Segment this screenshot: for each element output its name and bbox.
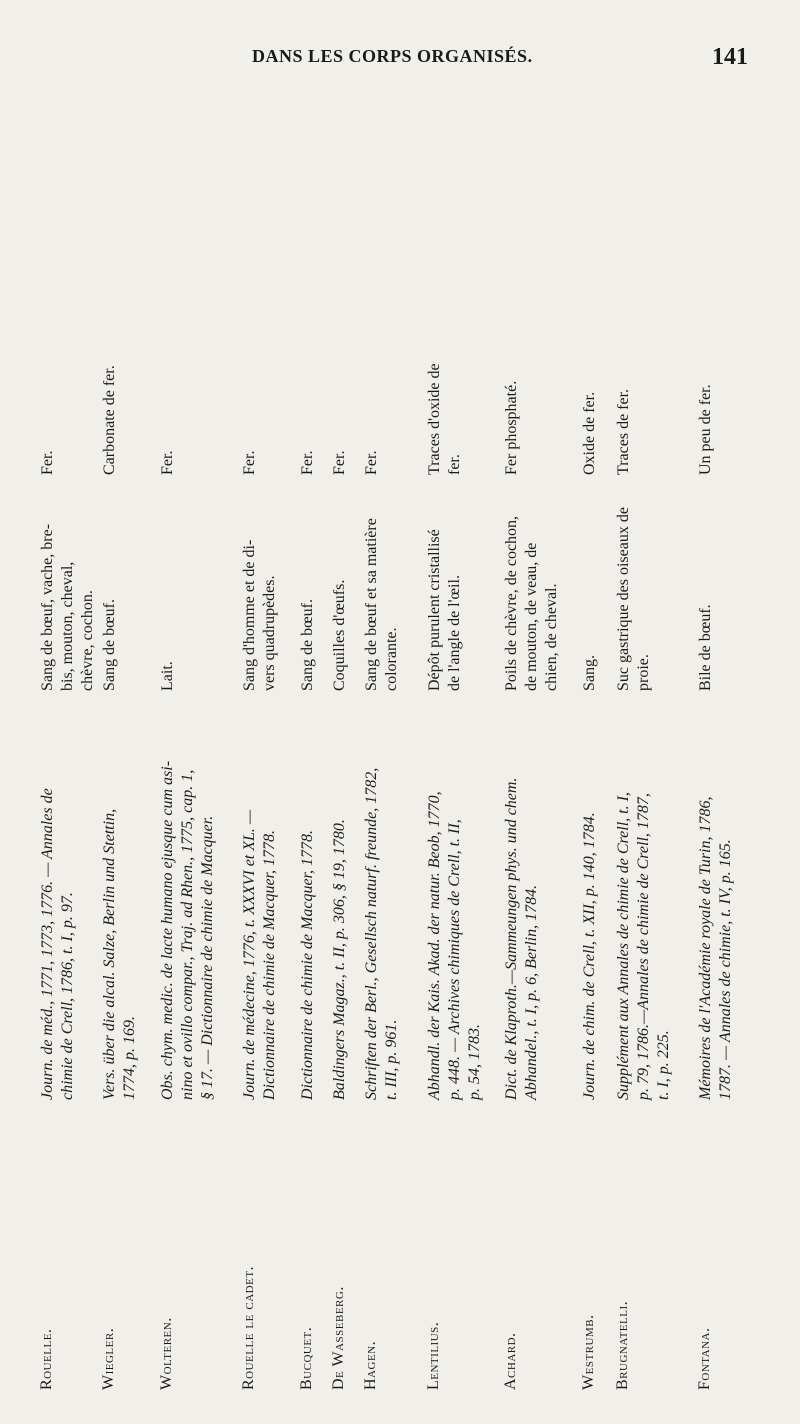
result-cell <box>696 305 716 481</box>
author-name: Brugnatelli. <box>614 1300 631 1390</box>
author-name: Achard. <box>502 1332 519 1390</box>
result-line: Fer. <box>299 450 316 475</box>
result-cell <box>580 305 600 481</box>
table-row <box>158 305 218 1390</box>
result-cell <box>38 305 58 481</box>
author-name: Westrumb. <box>580 1314 597 1390</box>
reference-line: Mémoires de l'Académie royale de Turin, 1786, <box>697 796 714 1100</box>
subject-cell <box>38 481 98 695</box>
reference-line: chimie de Crell, 1786, t. I, p. 97. <box>59 892 76 1100</box>
reference-line: Obs. chym. medic. de lacte humano ejusque cum asi- <box>159 760 176 1100</box>
result-line: Fer. <box>159 450 176 475</box>
result-line: Fer. <box>39 450 56 475</box>
subject-line: Coquilles d'œufs. <box>331 579 348 691</box>
reference-line: Abhandel., t. I, p. 6, Berlin, 1784. <box>523 884 540 1100</box>
subject-line: Dépôt purulent cristallisé <box>426 529 443 691</box>
subject-line: chèvre, cochon. <box>79 590 96 691</box>
result-cell <box>240 305 260 481</box>
subject-line: Poils de chèvre, de cochon, <box>503 515 520 691</box>
subject-cell <box>330 481 350 695</box>
reference-cell <box>580 695 600 1100</box>
subject-line: Suc gastrique des oiseaux de <box>615 507 632 691</box>
subject-cell <box>298 481 318 695</box>
reference-line: Abhandl. der Kais. Akad. der natur. Beob, 1770, <box>426 791 443 1100</box>
reference-line: 1787. — Annales de chimie, t. IV, p. 165. <box>717 839 734 1100</box>
page-number: 141 <box>712 44 748 70</box>
subject-cell <box>100 481 120 695</box>
reference-line: Journ. de chim. de Crell, t. XII, p. 140, 1784. <box>581 812 598 1100</box>
subject-line: Sang de bœuf, vache, bre- <box>39 523 56 691</box>
subject-cell <box>362 481 402 695</box>
reference-cell <box>330 695 350 1100</box>
result-cell <box>158 305 178 481</box>
table-row <box>696 305 736 1390</box>
reference-cell <box>100 695 140 1100</box>
result-line: Fer. <box>241 450 258 475</box>
rotated-table <box>20 90 760 1390</box>
subject-cell <box>240 481 280 695</box>
reference-line: Baldingers Magaz., t. II, p. 306, § 19, 1780. <box>331 819 348 1100</box>
reference-line: § 17. — Dictionnaire de chimie de Macquer. <box>199 815 216 1100</box>
subject-line: Bile de bœuf. <box>697 604 714 691</box>
reference-line: 1774, p. 169. <box>121 1016 138 1100</box>
subject-cell <box>696 481 716 695</box>
subject-line: Sang de bœuf. <box>101 599 118 691</box>
subject-line: proie. <box>635 654 652 691</box>
reference-cell <box>298 695 318 1100</box>
author-name: Wolteren. <box>158 1317 175 1390</box>
subject-line: de mouton, de veau, de <box>523 542 540 691</box>
result-cell <box>614 305 634 481</box>
result-cell <box>425 305 465 481</box>
result-cell <box>330 305 350 481</box>
subject-line: Sang. <box>581 655 598 691</box>
subject-cell <box>425 481 465 695</box>
result-cell <box>502 305 522 481</box>
result-cell <box>362 305 382 481</box>
result-line: Fer phosphaté. <box>503 380 520 475</box>
subject-line: de l'angle de l'œil. <box>446 575 463 691</box>
subject-cell <box>158 481 178 695</box>
subject-line: colorante. <box>383 627 400 691</box>
reference-cell <box>240 695 280 1100</box>
table-row <box>38 305 98 1390</box>
subject-line: vers quadrupèdes. <box>261 575 278 691</box>
reference-line: Journ. de méd., 1771, 1773, 1776. — Annales de <box>39 788 56 1100</box>
result-line: Carbonate de fer. <box>101 365 118 475</box>
result-cell <box>298 305 318 481</box>
reference-cell <box>158 695 218 1100</box>
table-row <box>362 305 402 1390</box>
reference-cell <box>696 695 736 1100</box>
table-row <box>330 305 350 1390</box>
reference-line: t. III, p. 961. <box>383 1019 400 1100</box>
reference-line: p. 79, 1786.—Annales de chimie de Crell, 1787, <box>635 793 652 1100</box>
subject-line: Sang de bœuf. <box>299 599 316 691</box>
author-name: Rouelle. <box>38 1328 55 1390</box>
reference-line: nino et ovillo compar., Traj. ad Rhen., 1775, cap. 1, <box>179 769 196 1100</box>
subject-line: Sang d'homme et de di- <box>241 539 258 691</box>
reference-cell <box>425 695 485 1100</box>
table-row <box>425 305 485 1390</box>
author-name: Hagen. <box>362 1340 379 1390</box>
table-row <box>240 305 280 1390</box>
reference-line: Journ. de médecine, 1776, t. XXXVI et XL. — <box>241 809 258 1100</box>
result-cell <box>100 305 120 481</box>
reference-line: Supplément aux Annales de chimie de Crell, t. I, <box>615 792 632 1100</box>
result-line: Un peu de fer. <box>697 384 714 475</box>
author-name: De Wasseberg. <box>330 1286 347 1390</box>
result-line: fer. <box>446 454 463 475</box>
table-row <box>502 305 562 1390</box>
author-name: Wiegler. <box>100 1327 117 1390</box>
table-row <box>580 305 600 1390</box>
table-row <box>298 305 318 1390</box>
page-header <box>0 42 800 82</box>
subject-line: Lait. <box>159 661 176 691</box>
author-name: Rouelle le cadet. <box>240 1265 257 1390</box>
reference-line: p. 54, 1783. <box>466 1024 483 1100</box>
subject-cell <box>614 481 654 695</box>
table-row <box>100 305 140 1390</box>
reference-line: Vers. über die alcal. Salze, Berlin und Stettin, <box>101 808 118 1100</box>
reference-line: p. 448. — Archives chimiques de Crell, t. II, <box>446 819 463 1100</box>
author-name: Fontana. <box>696 1327 713 1390</box>
subject-line: bis, mouton, cheval, <box>59 561 76 691</box>
subject-line: Sang de bœuf et sa matière <box>363 518 380 691</box>
running-head: DANS LES CORPS ORGANISÉS. <box>252 46 533 66</box>
result-line: Traces de fer. <box>615 388 632 475</box>
reference-cell <box>38 695 78 1100</box>
subject-line: chien, de cheval. <box>543 583 560 691</box>
table-row <box>614 305 674 1390</box>
result-line: Traces d'oxide de <box>426 363 443 475</box>
reference-line: Dict. de Klaproth.—Sammeungen phys. und chem. <box>503 777 520 1100</box>
subject-cell <box>502 481 562 695</box>
reference-line: t. I, p. 225. <box>655 1030 672 1100</box>
reference-cell <box>502 695 542 1100</box>
reference-cell <box>362 695 402 1100</box>
reference-cell <box>614 695 674 1100</box>
reference-line: Dictionnaire de chimie de Macquer, 1778. <box>299 829 316 1100</box>
result-line: Oxide de fer. <box>581 391 598 475</box>
author-name: Bucquet. <box>298 1326 315 1390</box>
author-name: Lentilius. <box>425 1321 442 1390</box>
reference-line: Dictionnaire de chimie de Macquer, 1778. <box>261 829 278 1100</box>
subject-cell <box>580 481 600 695</box>
reference-line: Schriften der Berl., Gesellsch naturf. freunde, 1782, <box>363 767 380 1100</box>
result-line: Fer. <box>363 450 380 475</box>
result-line: Fer. <box>331 450 348 475</box>
